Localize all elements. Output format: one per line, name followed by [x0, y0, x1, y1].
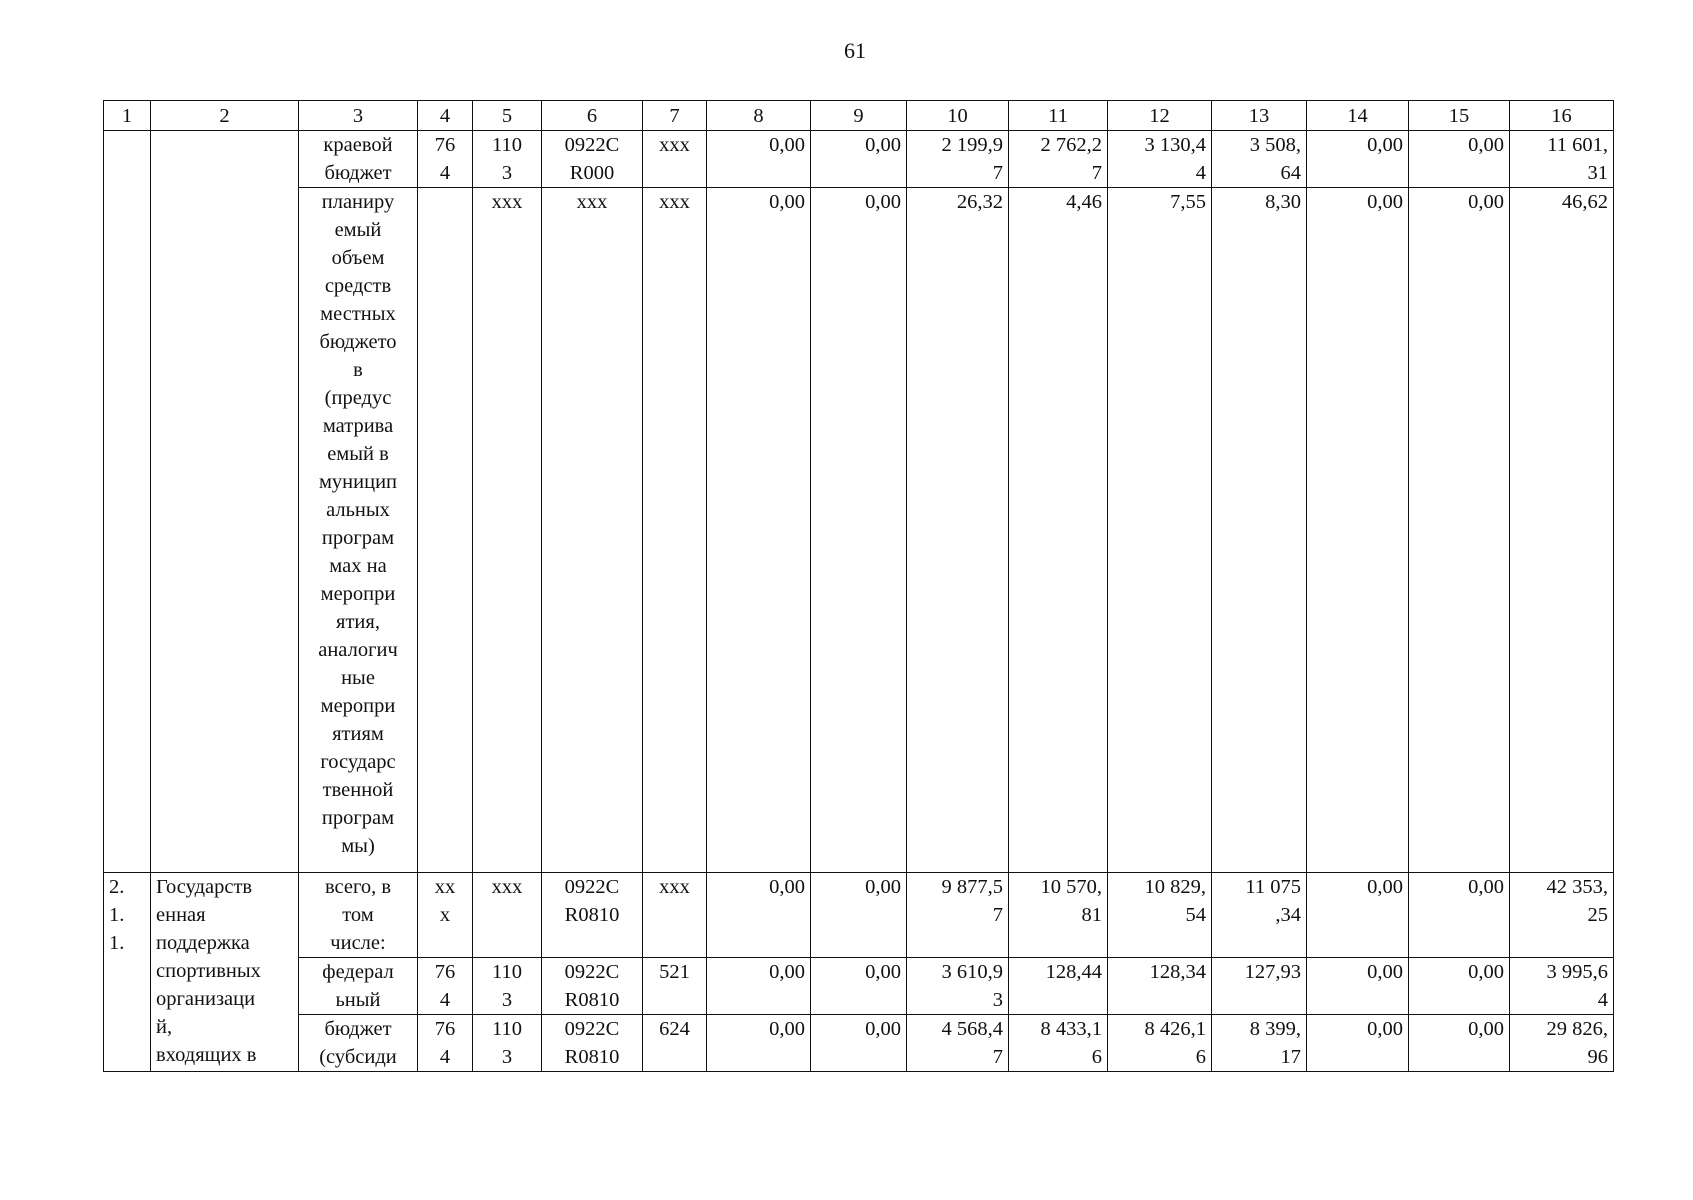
header-cell: 10 [907, 101, 1009, 131]
header-cell: 14 [1307, 101, 1409, 131]
table-cell: 8,30 [1212, 188, 1307, 873]
table-cell: хх х [418, 873, 473, 958]
table-cell: 0,00 [707, 958, 811, 1015]
table-cell: ххх [542, 188, 643, 873]
table-row [104, 873, 1614, 958]
table-cell: 2 199,9 7 [907, 131, 1009, 188]
table-cell: 0,00 [707, 188, 811, 873]
table-cell [104, 131, 151, 873]
table-cell: ххх [473, 188, 542, 873]
table-cell: ххх [643, 131, 707, 188]
table-row [104, 131, 1614, 188]
table-row [104, 958, 1614, 1015]
table-cell: 0,00 [811, 958, 907, 1015]
header-cell: 13 [1212, 101, 1307, 131]
table-cell: ххх [643, 188, 707, 873]
header-cell: 12 [1108, 101, 1212, 131]
table-cell: 3 130,4 4 [1108, 131, 1212, 188]
header-cell: 9 [811, 101, 907, 131]
table-cell: 0,00 [1409, 958, 1510, 1015]
table-cell: 110 3 [473, 131, 542, 188]
table-cell: 0922С R0810 [542, 873, 643, 958]
table-cell: 624 [643, 1015, 707, 1072]
table-cell [151, 131, 299, 873]
table-cell: 10 829, 54 [1108, 873, 1212, 958]
table-cell: 0,00 [811, 188, 907, 873]
table-cell: 0922С R0810 [542, 1015, 643, 1072]
table-row [104, 1015, 1614, 1072]
table-cell: 110 3 [473, 1015, 542, 1072]
table-cell: федерал ьный [299, 958, 418, 1015]
table-cell: планиру емый объем средств местных бюджето в (предус матрива емый в муницип альных програм мах на меропри ятия, аналогич ные меропри ятиям государс твенной програм мы) [299, 188, 418, 873]
table-cell: 3 508, 64 [1212, 131, 1307, 188]
table-cell: 8 433,1 6 [1009, 1015, 1108, 1072]
table-cell: 128,44 [1009, 958, 1108, 1015]
table-cell: 0,00 [707, 131, 811, 188]
table-cell: бюджет (субсиди [299, 1015, 418, 1072]
table-cell: 0,00 [811, 131, 907, 188]
table-cell: 46,62 [1510, 188, 1614, 873]
table-cell: 128,34 [1108, 958, 1212, 1015]
table-cell: 0,00 [1307, 958, 1409, 1015]
table-cell: 0,00 [1307, 873, 1409, 958]
table-cell: 76 4 [418, 958, 473, 1015]
table-cell: 76 4 [418, 131, 473, 188]
header-cell: 16 [1510, 101, 1614, 131]
table-cell: краевой бюджет [299, 131, 418, 188]
row-number: 2. 1. 1. [104, 873, 151, 1072]
header-row [104, 101, 1614, 131]
table-cell: 4,46 [1009, 188, 1108, 873]
table-cell: ххх [473, 873, 542, 958]
header-cell: 15 [1409, 101, 1510, 131]
table-cell: всего, в том числе: [299, 873, 418, 958]
table-cell: 8 426,1 6 [1108, 1015, 1212, 1072]
table-cell: 2 762,2 7 [1009, 131, 1108, 188]
header-cell: 2 [151, 101, 299, 131]
header-cell: 3 [299, 101, 418, 131]
table-cell: 8 399, 17 [1212, 1015, 1307, 1072]
table-cell: 26,32 [907, 188, 1009, 873]
table-cell: 0,00 [811, 1015, 907, 1072]
table-cell: 0,00 [707, 873, 811, 958]
table-cell: 110 3 [473, 958, 542, 1015]
table-cell: 127,93 [1212, 958, 1307, 1015]
table-cell: 11 075 ,34 [1212, 873, 1307, 958]
table-cell: 0,00 [1409, 873, 1510, 958]
table-row [104, 188, 1614, 873]
budget-table [103, 100, 1614, 1072]
table-cell: 3 610,9 3 [907, 958, 1009, 1015]
table-cell: 521 [643, 958, 707, 1015]
table-cell: 4 568,4 7 [907, 1015, 1009, 1072]
page-number: 61 [844, 38, 866, 63]
table-cell: 76 4 [418, 1015, 473, 1072]
table-cell: 0,00 [1409, 188, 1510, 873]
table-cell: 11 601, 31 [1510, 131, 1614, 188]
header-cell: 8 [707, 101, 811, 131]
table-cell: 0922С R000 [542, 131, 643, 188]
table-cell: 0,00 [1307, 131, 1409, 188]
header-cell: 11 [1009, 101, 1108, 131]
table-cell: 0,00 [1409, 131, 1510, 188]
table-cell: 0,00 [1409, 1015, 1510, 1072]
header-cell: 5 [473, 101, 542, 131]
table-cell: 29 826, 96 [1510, 1015, 1614, 1072]
table-cell: 0,00 [1307, 188, 1409, 873]
table-cell: 9 877,5 7 [907, 873, 1009, 958]
table-cell: 0922С R0810 [542, 958, 643, 1015]
table-cell: 0,00 [707, 1015, 811, 1072]
header-cell: 1 [104, 101, 151, 131]
table-cell: 3 995,6 4 [1510, 958, 1614, 1015]
event-name: Государств енная поддержка спортивных организаци й, входящих в [151, 873, 299, 1072]
table-cell: 7,55 [1108, 188, 1212, 873]
table-cell: 10 570, 81 [1009, 873, 1108, 958]
table-cell: ххх [643, 873, 707, 958]
header-cell: 6 [542, 101, 643, 131]
header-cell: 7 [643, 101, 707, 131]
table-cell: 0,00 [811, 873, 907, 958]
table-cell [418, 188, 473, 873]
header-cell: 4 [418, 101, 473, 131]
table-cell: 0,00 [1307, 1015, 1409, 1072]
table-cell: 42 353, 25 [1510, 873, 1614, 958]
